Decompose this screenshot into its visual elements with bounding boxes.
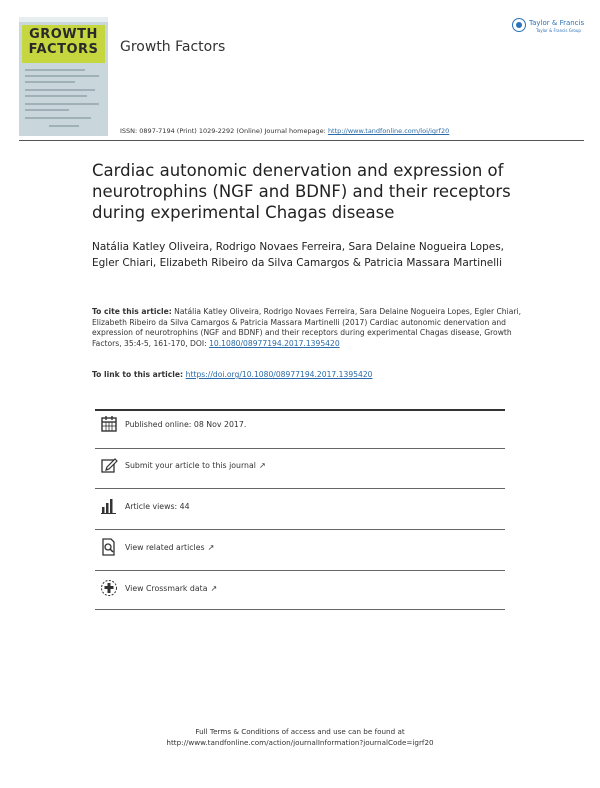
item-divider xyxy=(95,448,505,449)
article-doi-link[interactable]: https://doi.org/10.1080/08977194.2017.1395420 xyxy=(185,370,373,379)
header-divider xyxy=(19,140,584,141)
edit-icon xyxy=(100,456,118,474)
cover-title-line1: GROWTH xyxy=(29,27,98,42)
article-title: Cardiac autonomic denervation and expression of neurotrophins (NGF and BDNF) and their receptors during experimental Chagas disease xyxy=(92,161,511,222)
article-views-label: Article views: 44 xyxy=(125,502,190,511)
item-divider xyxy=(95,409,505,411)
cover-top-bar xyxy=(19,17,108,22)
bar-chart-icon xyxy=(100,497,118,515)
journal-cover xyxy=(19,17,108,136)
search-doc-icon xyxy=(100,538,118,556)
citation-block xyxy=(92,307,522,349)
article-link-block xyxy=(92,370,372,379)
item-divider xyxy=(95,529,505,530)
crossmark-icon xyxy=(100,579,118,597)
cover-line xyxy=(25,69,85,71)
external-link-icon: ↗ xyxy=(258,461,266,470)
cover-line xyxy=(25,89,95,91)
journal-homepage-link[interactable]: http://www.tandfonline.com/loi/igrf20 xyxy=(327,127,450,135)
publisher-name: Taylor & Francis xyxy=(529,19,585,27)
article-link-label: To link to this article: xyxy=(92,370,186,379)
cover-title xyxy=(22,25,105,63)
publisher-logo[interactable] xyxy=(512,18,585,36)
crossmark-link[interactable] xyxy=(125,584,217,593)
cover-line xyxy=(25,109,69,111)
published-label: Published online: 08 Nov 2017. xyxy=(125,420,247,429)
submit-article-label: Submit your article to this journal xyxy=(125,461,256,470)
cover-title-line2: FACTORS xyxy=(28,42,99,57)
submit-article-link[interactable] xyxy=(125,461,266,470)
citation-doi-link[interactable]: 10.1080/08977194.2017.1395420 xyxy=(209,338,340,348)
related-articles-label: View related articles xyxy=(125,543,205,552)
citation-label: To cite this article: xyxy=(92,307,172,316)
issn-line xyxy=(120,127,449,135)
cover-line xyxy=(25,95,87,97)
article-authors: Natália Katley Oliveira, Rodrigo Novaes Ferreira, Sara Delaine Nogueira Lopes, Egler Chiari, Elizabeth Ribeiro da Silva Camargos & Patricia Massara Martinelli xyxy=(92,241,505,269)
publisher-tagline: Taylor & Francis Group xyxy=(536,28,581,33)
journal-name: Growth Factors xyxy=(120,39,226,55)
cover-line xyxy=(25,81,75,83)
cover-line xyxy=(25,75,99,77)
footer-terms-text: Full Terms & Conditions of access and use can be found at xyxy=(195,727,405,736)
footer xyxy=(0,727,600,748)
issn-text: ISSN: 0897-7194 (Print) 1029-2292 (Online) Journal homepage: xyxy=(120,127,328,135)
external-link-icon: ↗ xyxy=(210,584,218,593)
item-divider xyxy=(95,609,505,610)
related-articles-link[interactable] xyxy=(125,543,214,552)
cover-line xyxy=(25,117,91,119)
calendar-icon xyxy=(100,415,118,433)
citation-text: Natália Katley Oliveira, Rodrigo Novaes Ferreira, Sara Delaine Nogueira Lopes, Egler Chiari, Elizabeth Ribeiro da Silva Camargos & Patricia Massara Martinelli (2017) Cardiac autonomic denervation and expression of neurotrophins (NGF and BDNF) and their receptors during experimental Chagas disease, Growth Factors, 35:4-5, 161-170, DOI: xyxy=(92,307,522,348)
cover-line xyxy=(49,125,79,127)
item-divider xyxy=(95,488,505,489)
footer-terms-link[interactable]: http://www.tandfonline.com/action/journalInformation?journalCode=igrf20 xyxy=(166,737,434,747)
item-divider xyxy=(95,570,505,571)
crossmark-label: View Crossmark data xyxy=(125,584,208,593)
cover-line xyxy=(25,103,99,105)
publisher-logo-icon xyxy=(512,18,526,32)
external-link-icon: ↗ xyxy=(207,543,215,552)
